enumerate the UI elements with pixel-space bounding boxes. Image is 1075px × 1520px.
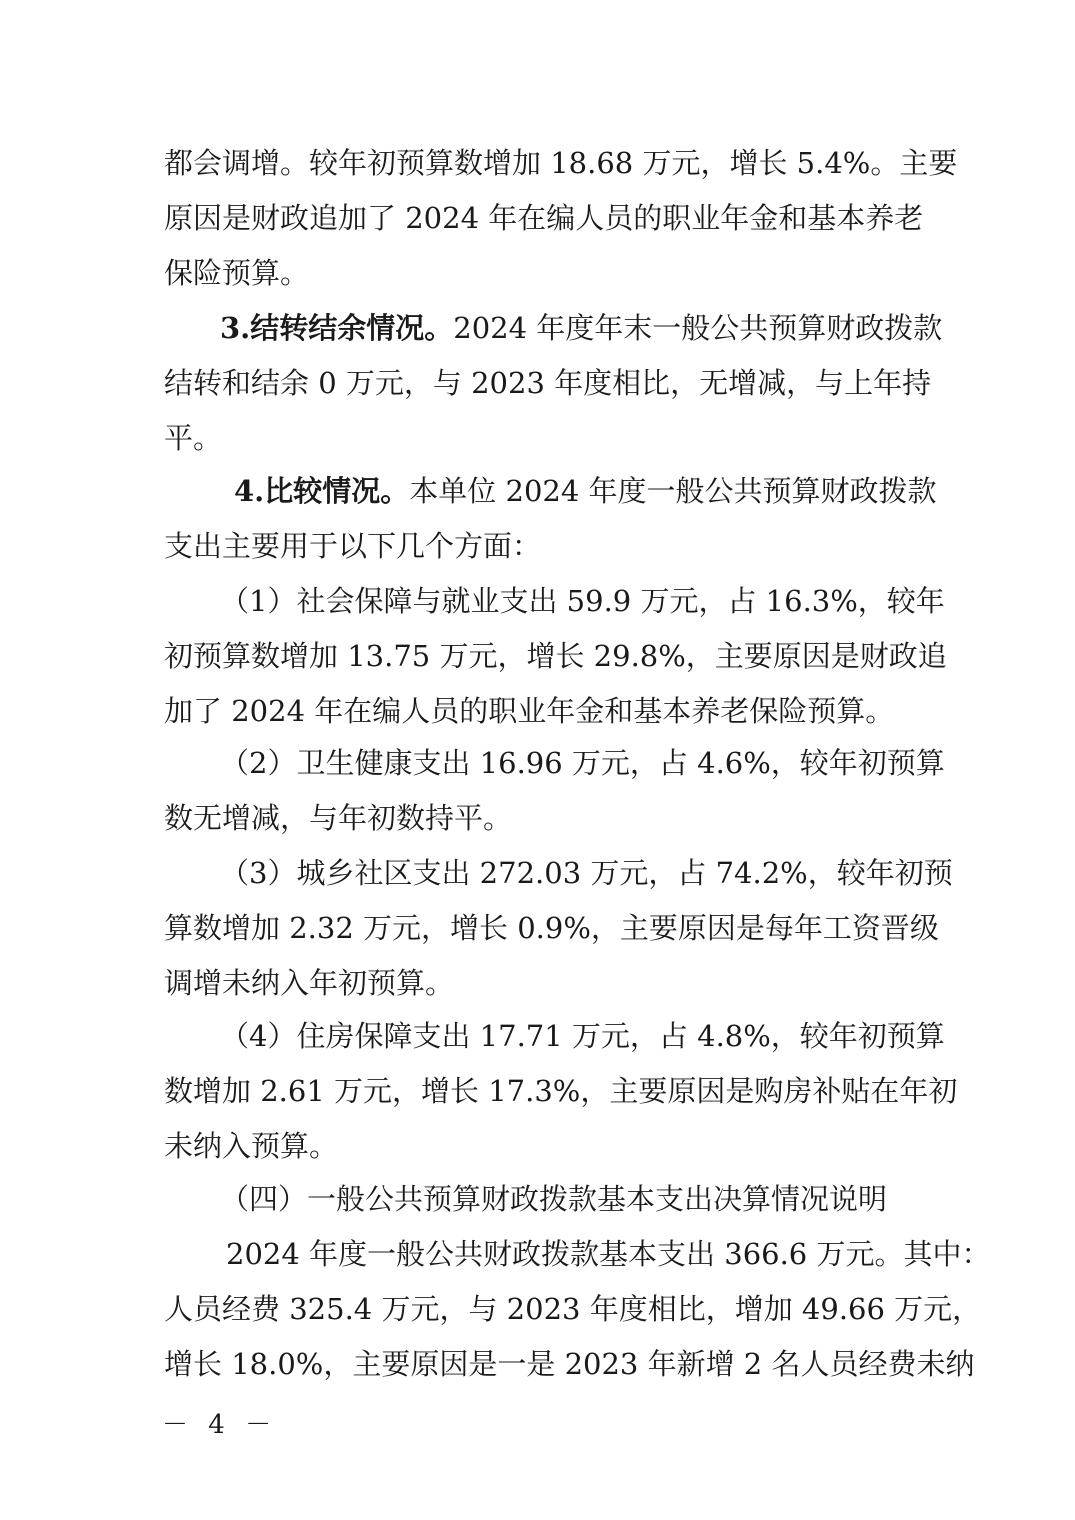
section-heading: 3.结转结余情况。 — [220, 311, 454, 345]
text-line: 保险预算。 — [164, 256, 310, 290]
text-line: 加了 2024 年在编人员的职业年金和基本养老保险预算。 — [164, 694, 895, 728]
text-line: 原因是财政追加了 2024 年在编人员的职业年金和基本养老 — [164, 201, 924, 235]
text-line: 平。 — [164, 421, 223, 455]
text-line: 数增加 2.61 万元，增长 17.3%，主要原因是购房补贴在年初 — [164, 1074, 958, 1108]
text-line: 未纳入预算。 — [164, 1129, 339, 1163]
list-item-line: （4）住房保障支出 17.71 万元，占 4.8%，较年初预算 — [220, 1019, 945, 1053]
text-line: 人员经费 325.4 万元，与 2023 年度相比，增加 49.66 万元， — [164, 1292, 982, 1326]
section-heading-line — [220, 301, 943, 355]
text-line: 支出主要用于以下几个方面： — [164, 529, 542, 563]
text-line: 调增未纳入年初预算。 — [164, 966, 455, 1000]
section-heading-line — [234, 464, 937, 518]
subsection-heading: （四）一般公共预算财政拨款基本支出决算情况说明 — [220, 1182, 888, 1216]
text-line: 2024 年度一般公共财政拨款基本支出 366.6 万元。其中： — [226, 1237, 991, 1271]
list-item-line: （2）卫生健康支出 16.96 万元，占 4.6%，较年初预算 — [220, 746, 945, 780]
text-line: 数无增减，与年初数持平。 — [164, 801, 513, 835]
text-line: 结转和结余 0 万元，与 2023 年度相比，无增减，与上年持 — [164, 366, 932, 400]
text-line: 初预算数增加 13.75 万元，增长 29.8%，主要原因是财政追 — [164, 639, 947, 673]
text-run: 本单位 2024 年度一般公共预算财政拨款 — [409, 474, 937, 508]
page-number: － 4 － — [162, 1410, 278, 1440]
section-heading: 4.比较情况。 — [234, 474, 410, 508]
list-item-line: （3）城乡社区支出 272.03 万元，占 74.2%，较年初预 — [220, 856, 953, 890]
list-item-line: （1）社会保障与就业支出 59.9 万元，占 16.3%，较年 — [220, 584, 945, 618]
text-line: 增长 18.0%，主要原因是一是 2023 年新增 2 名人员经费未纳 — [164, 1347, 975, 1381]
text-line: 算数增加 2.32 万元，增长 0.9%，主要原因是每年工资晋级 — [164, 911, 939, 945]
text-run: 2024 年度年末一般公共预算财政拨款 — [453, 311, 943, 345]
text-line: 都会调增。较年初预算数增加 18.68 万元，增长 5.4%。主要 — [164, 146, 958, 180]
